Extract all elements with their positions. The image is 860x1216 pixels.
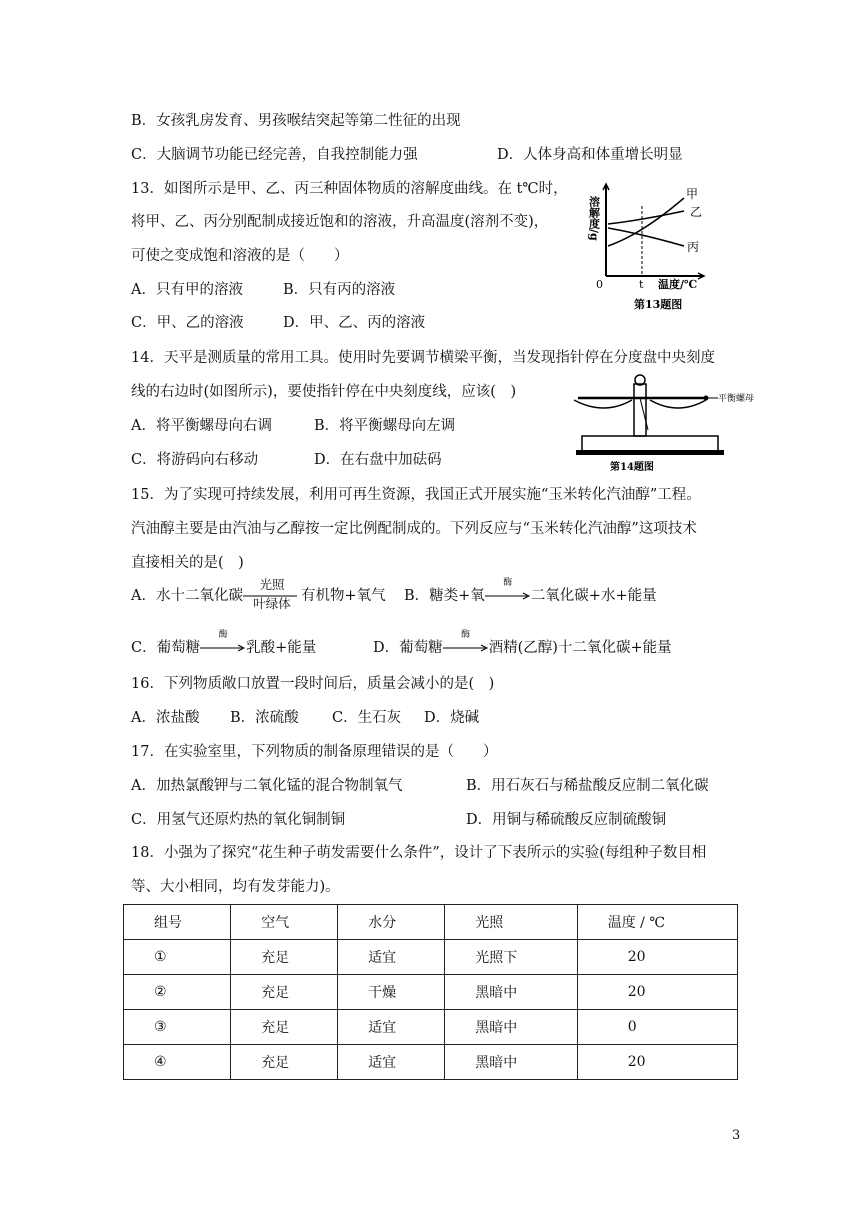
table-cell: 0 <box>577 1010 737 1045</box>
y-axis-label: 溶解度/g <box>587 196 601 241</box>
table-cell: 适宜 <box>338 1010 445 1045</box>
table-cell: ① <box>124 940 231 975</box>
table-row <box>124 1010 738 1045</box>
q16-option-b: B．浓硫酸 <box>230 710 299 726</box>
q12-option-d: D．人体身高和体重增长明显 <box>497 147 683 163</box>
q15-option-a: A．水十二氧化碳 光照 叶绿体 有机物+氧气 <box>131 577 386 611</box>
q13-stem-line3: 可使之变成饱和溶液的是（ ） <box>131 248 349 264</box>
table-cell: 充足 <box>231 1010 338 1045</box>
reaction-arrow <box>443 644 489 652</box>
table-cell: 黑暗中 <box>445 1010 577 1045</box>
table-cell: 光照下 <box>445 940 577 975</box>
table-cell: 干燥 <box>338 975 445 1010</box>
q18-stem-line2: 等、大小相同，均有发芽能力)。 <box>131 879 340 895</box>
q15-option-d: D．葡萄糖 酶 酒精(乙醇)十二氧化碳+能量 <box>373 630 672 656</box>
table-cell: 充足 <box>231 975 338 1010</box>
table-cell: 黑暗中 <box>445 1045 577 1080</box>
table-header: 空气 <box>231 905 338 940</box>
table-cell: ② <box>124 975 231 1010</box>
table-cell: ④ <box>124 1045 231 1080</box>
table-cell: 充足 <box>231 1045 338 1080</box>
q17-option-c: C．用氢气还原灼热的氧化铜制铜 <box>131 812 346 828</box>
q12-option-c: C．大脑调节功能已经完善，自我控制能力强 <box>131 147 418 163</box>
x-axis-label: 温度/℃ <box>658 278 698 291</box>
balance-nut-label: 平衡螺母 <box>718 394 755 404</box>
label-yi: 乙 <box>690 205 703 219</box>
curve-yi <box>608 211 684 224</box>
label-bing: 丙 <box>687 240 700 254</box>
q14-option-c: C．将游码向右移动 <box>131 452 259 468</box>
table-row <box>124 940 738 975</box>
table-header-row <box>124 905 738 940</box>
reaction-condition-top: 光照 <box>259 577 285 592</box>
table-header: 光照 <box>445 905 577 940</box>
q18-stem-line1: 18．小强为了探究“花生种子萌发需要什么条件”，设计了下表所示的实验(每组种子数目相 <box>131 845 707 861</box>
q16-option-d: D．烧碱 <box>424 710 480 726</box>
label-jia: 甲 <box>686 187 699 201</box>
t-tick-label: t <box>639 278 644 291</box>
q16-option-a: A．浓盐酸 <box>131 710 200 726</box>
q14-stem-line2: 线的右边时(如图所示)，要使指针停在中央刻度线，应该( ) <box>131 384 517 400</box>
table-cell: 适宜 <box>338 940 445 975</box>
table-header: 水分 <box>338 905 445 940</box>
q13-option-a: A．只有甲的溶液 <box>131 282 243 298</box>
q17-option-a: A．加热氯酸钾与二氧化锰的混合物制氧气 <box>131 778 403 794</box>
table-cell: ③ <box>124 1010 231 1045</box>
table-header: 温度 / ℃ <box>577 905 737 940</box>
q13-option-b: B．只有丙的溶液 <box>283 282 396 298</box>
q16-stem: 16．下列物质敞口放置一段时间后，质量会减小的是( ) <box>131 676 495 692</box>
figure-14-caption: 第14题图 <box>610 462 654 473</box>
table-cell: 黑暗中 <box>445 975 577 1010</box>
table-cell: 20 <box>577 975 737 1010</box>
balance-scale-figure <box>568 370 758 474</box>
table-row <box>124 1045 738 1080</box>
figure-13-caption: 第13题图 <box>634 298 683 311</box>
q15-stem-line2: 汽油醇主要是由汽油与乙醇按一定比例配制成的。下列反应与“玉米转化汽油醇”这项技术 <box>131 521 697 537</box>
reaction-arrow <box>485 592 531 600</box>
q16-option-c: C．生石灰 <box>332 710 402 726</box>
q13-option-c: C．甲、乙的溶液 <box>131 315 244 331</box>
q17-option-b: B．用石灰石与稀盐酸反应制二氧化碳 <box>466 778 709 794</box>
table-cell: 充足 <box>231 940 338 975</box>
q17-option-d: D．用铜与稀硫酸反应制硫酸铜 <box>466 812 667 828</box>
q15-option-b: B．糖类+氧 酶 二氧化碳+水+能量 <box>404 578 657 604</box>
curve-bing <box>608 228 684 246</box>
q15-option-c: C．葡萄糖 酶 乳酸+能量 <box>131 630 317 656</box>
q15-stem-line3: 直接相关的是( ) <box>131 555 244 571</box>
table-row <box>124 975 738 1010</box>
table-cell: 适宜 <box>338 1045 445 1080</box>
solubility-curve-figure <box>587 176 728 316</box>
reaction-arrow <box>200 644 246 652</box>
q14-stem-line1: 14．天平是测质量的常用工具。使用时先要调节横梁平衡，当发现指针停在分度盘中央刻度 <box>131 350 715 366</box>
table-cell: 20 <box>577 940 737 975</box>
experiment-table <box>123 904 738 1080</box>
page-number: 3 <box>732 1128 741 1143</box>
reaction-condition-bottom: 叶绿体 <box>253 596 291 611</box>
q14-option-d: D．在右盘中加砝码 <box>314 452 442 468</box>
origin-label: 0 <box>596 278 603 291</box>
q14-option-a: A．将平衡螺母向右调 <box>131 418 272 434</box>
q12-option-b: B．女孩乳房发育、男孩喉结突起等第二性征的出现 <box>131 113 461 129</box>
q13-option-d: D．甲、乙、丙的溶液 <box>283 315 426 331</box>
table-header: 组号 <box>124 905 231 940</box>
q13-stem-line1: 13．如图所示是甲、乙、丙三种固体物质的溶解度曲线。在 t℃时， <box>131 181 568 197</box>
table-cell: 20 <box>577 1045 737 1080</box>
q17-stem: 17．在实验室里，下列物质的制备原理错误的是（ ） <box>131 744 498 760</box>
q15-stem-line1: 15．为了实现可持续发展，利用可再生资源，我国正式开展实施“玉米转化汽油醇”工程。 <box>131 487 701 503</box>
q14-option-b: B．将平衡螺母向左调 <box>314 418 456 434</box>
q13-stem-line2: 将甲、乙、丙分别配制成接近饱和的溶液，升高温度(溶剂不变)， <box>131 214 549 230</box>
